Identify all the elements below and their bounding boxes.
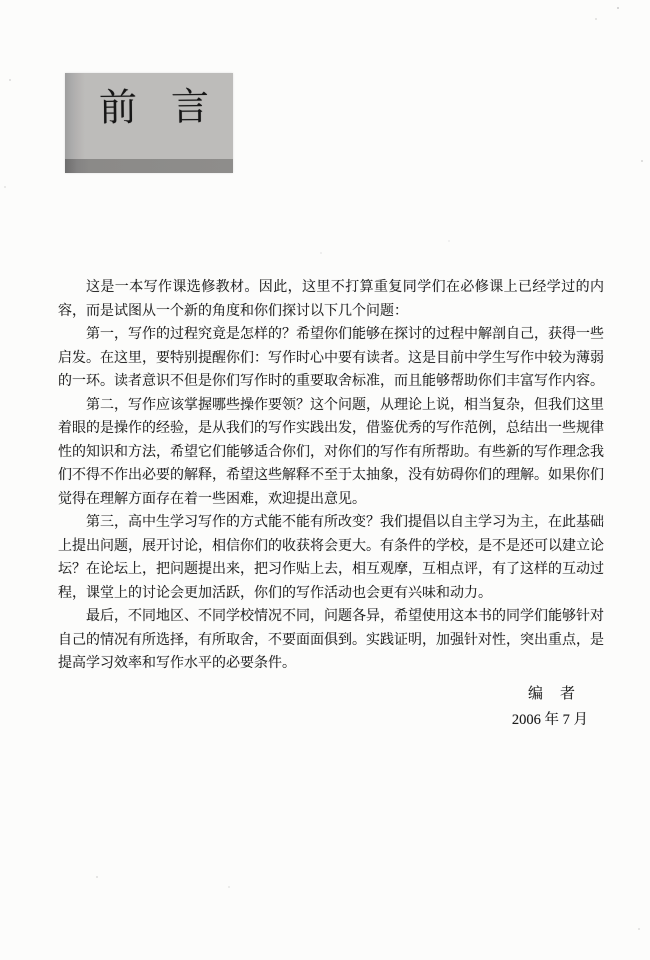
paragraph-second-question: 第二，写作应该掌握哪些操作要领？这个问题，从理论上说，相当复杂，但我们这里着眼的是操作的经验，是从我们的写作实践出发，借鉴优秀的写作范例，总结出一些规律性的知识和方法，希望它们能够适合你们，对你们的写作有所帮助。有些新的写作理念我们不得不作出必要的解释，希望这些解释不至于太抽象，没有妨碍你们的理解。如果你们觉得在理解方面存在着一些困难，欢迎提出意见。: [58, 397, 604, 507]
signature-block: [58, 683, 604, 731]
paragraph-first-question: 第一，写作的过程究竟是怎样的？希望你们能够在探讨的过程中解剖自己，获得一些启发。在这里，要特别提醒你们：写作时心中要有读者。这是目前中学生写作中较为薄弱的一环。读者意识不但是你们写作时的重要取舍标准，而且能够帮助你们丰富写作内容。: [58, 327, 604, 389]
signature-date: 2006 年 7 月: [511, 712, 588, 728]
preface-body: [58, 276, 604, 676]
paragraph-third-question: 第三，高中生学习写作的方式能不能有所改变？我们提倡以自主学习为主，在此基础上提出问题，展开讨论，相信你们的收获将会更大。有条件的学校，是不是还可以建立论坛？在论坛上，把问题提出来，把习作贴上去，相互观摩，互相点评，有了这样的互动过程，课堂上的讨论会更加活跃，你们的写作活动也会更有兴味和动力。: [58, 515, 604, 601]
banner-title-char-yan: 言: [170, 86, 210, 129]
banner-title-char-qian: 前: [98, 87, 138, 130]
signature-author: 编 者: [527, 686, 576, 702]
banner-title: [99, 86, 229, 129]
preface-banner: [65, 73, 233, 173]
paragraph-closing: 最后，不同地区、不同学校情况不同，问题各异，希望使用这本书的同学们能够针对自己的情况有所选择，有所取舍，不要面面俱到。实践证明，加强针对性，突出重点，是提高学习效率和写作水平的必要条件。: [58, 609, 604, 671]
paragraph-intro: 这是一本写作课选修教材。因此，这里不打算重复同学们在必修课上已经学过的内容，而是试图从一个新的角度和你们探讨以下几个问题：: [58, 280, 604, 319]
banner-bottom-strip: [65, 159, 233, 173]
